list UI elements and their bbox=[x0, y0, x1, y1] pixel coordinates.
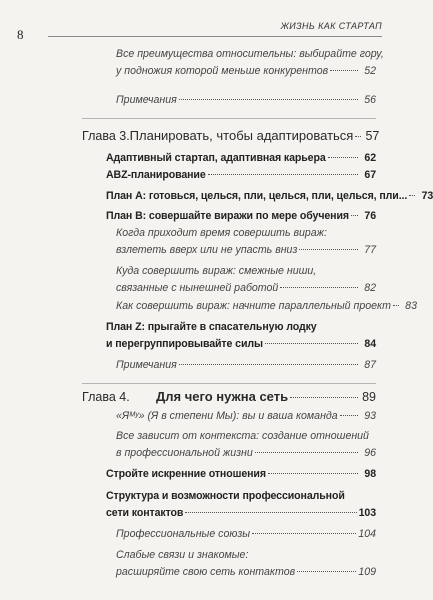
dot-leader bbox=[208, 174, 358, 175]
toc-entry[interactable] bbox=[116, 92, 376, 109]
toc-page-number: 62 bbox=[364, 152, 376, 164]
toc-page-number: 89 bbox=[362, 390, 376, 404]
toc-entry[interactable] bbox=[116, 225, 376, 259]
toc-entry-line: сети контактов bbox=[106, 507, 184, 519]
toc-entry-line: Все зависит от контекста: создание отношений bbox=[116, 430, 369, 442]
toc-entry[interactable] bbox=[106, 319, 376, 353]
toc-page-number: 96 bbox=[364, 447, 376, 459]
toc-entry-line: Все преимущества относительны: выбирайте гору, bbox=[116, 48, 384, 60]
toc-page-number: 109 bbox=[358, 566, 376, 578]
chapter-label: Глава 4. bbox=[82, 390, 130, 404]
dot-leader bbox=[255, 452, 358, 453]
dot-leader bbox=[393, 305, 399, 306]
toc-page-number: 104 bbox=[358, 528, 376, 540]
toc-entry-line: ABZ-планирование bbox=[106, 169, 206, 181]
toc-entry-line: Примечания bbox=[116, 94, 177, 106]
toc-entry-line: Профессиональные союзы bbox=[116, 528, 251, 540]
toc-entry[interactable] bbox=[106, 466, 376, 483]
toc-entry-line: взлететь вверх или не упасть вниз bbox=[116, 244, 298, 256]
running-head: ЖИЗНЬ КАК СТАРТАП bbox=[280, 21, 382, 31]
dot-leader bbox=[265, 343, 358, 344]
section-divider bbox=[82, 383, 376, 384]
toc-entry[interactable] bbox=[116, 547, 376, 581]
toc-entry-line: Слабые связи и знакомые: bbox=[116, 549, 249, 561]
dot-leader bbox=[351, 215, 358, 216]
dot-leader bbox=[355, 136, 361, 137]
toc-page-number: 73 bbox=[421, 190, 433, 202]
chapter-title: Для чего нужна сеть bbox=[156, 389, 289, 404]
toc-entry-line: Примечания bbox=[116, 359, 177, 371]
toc-entry[interactable] bbox=[106, 150, 376, 167]
page-number: 8 bbox=[17, 27, 24, 42]
toc-page-number: 57 bbox=[365, 129, 380, 143]
toc-page-number: 76 bbox=[364, 210, 376, 222]
toc-page-number: 103 bbox=[358, 507, 376, 519]
toc-entry-line: и перегруппировывайте силы bbox=[106, 338, 263, 350]
toc-entry-line: расширяйте свою сеть контактов bbox=[116, 566, 296, 578]
dot-leader bbox=[290, 397, 358, 398]
toc-entry-line: План Z: прыгайте в спасательную лодку bbox=[106, 321, 317, 333]
toc-page-number: 93 bbox=[364, 410, 376, 422]
dot-leader bbox=[185, 512, 356, 513]
toc-entry-line: План В: совершайте виражи по мере обучения bbox=[106, 210, 349, 222]
toc-page-number: 98 bbox=[364, 468, 376, 480]
toc-page-number: 82 bbox=[364, 282, 376, 294]
toc-entry[interactable] bbox=[116, 526, 376, 543]
toc-entry-line: Когда приходит время совершить вираж: bbox=[116, 227, 327, 239]
toc-page-number: 67 bbox=[364, 169, 376, 181]
dot-leader bbox=[328, 157, 358, 158]
dot-leader bbox=[268, 473, 358, 474]
toc-entry-line: Куда совершить вираж: смежные ниши, bbox=[116, 265, 317, 277]
toc-entry[interactable] bbox=[116, 46, 384, 80]
toc-page-number: 56 bbox=[364, 94, 376, 106]
toc-entry[interactable] bbox=[116, 408, 376, 425]
dot-leader bbox=[297, 571, 356, 572]
section-divider bbox=[82, 118, 376, 119]
toc-page-number: 52 bbox=[364, 65, 376, 77]
toc-entry[interactable] bbox=[106, 208, 376, 225]
chapter-title: Планировать, чтобы адаптироваться bbox=[129, 128, 354, 143]
toc-entry-line: связанные с нынешней работой bbox=[116, 282, 279, 294]
dot-leader bbox=[280, 287, 358, 288]
dot-leader bbox=[330, 70, 358, 71]
toc-page-number: 87 bbox=[364, 359, 376, 371]
toc-entry[interactable] bbox=[116, 263, 376, 297]
chapter-heading[interactable] bbox=[82, 127, 380, 145]
toc-entry[interactable] bbox=[116, 428, 376, 462]
dot-leader bbox=[409, 195, 415, 196]
toc-entry[interactable] bbox=[106, 488, 376, 522]
dot-leader bbox=[179, 99, 358, 100]
toc-page-number: 83 bbox=[405, 300, 417, 312]
header-rule bbox=[48, 36, 382, 37]
toc-entry-line: Структура и возможности профессиональной bbox=[106, 490, 345, 502]
toc-entry[interactable] bbox=[106, 167, 376, 184]
dot-leader bbox=[179, 364, 358, 365]
toc-entry-line: Как совершить вираж: начните параллельный проект bbox=[116, 300, 391, 312]
toc-entry-line: Адаптивный стартап, адаптивная карьера bbox=[106, 152, 326, 164]
toc-entry[interactable] bbox=[116, 357, 376, 374]
toc-entry-line: в профессиональной жизни bbox=[116, 447, 253, 459]
toc-page-number: 77 bbox=[364, 244, 376, 256]
dot-leader bbox=[299, 249, 358, 250]
toc-entry[interactable] bbox=[116, 298, 417, 315]
toc-entry-line: у подножия которой меньше конкурентов bbox=[116, 65, 329, 77]
toc-page-number: 84 bbox=[364, 338, 376, 350]
dot-leader bbox=[252, 533, 356, 534]
toc-entry[interactable] bbox=[106, 188, 433, 205]
toc-entry-line: «Яᴹʸ» (Я в степени Мы): вы и ваша команда bbox=[116, 410, 338, 422]
chapter-heading[interactable] bbox=[82, 388, 376, 406]
dot-leader bbox=[340, 415, 358, 416]
toc-entry-line: План А: готовься, целься, пли, целься, пли, целься, пли... bbox=[106, 190, 408, 202]
chapter-label: Глава 3. bbox=[82, 129, 130, 143]
toc-entry-line: Стройте искренние отношения bbox=[106, 468, 266, 480]
